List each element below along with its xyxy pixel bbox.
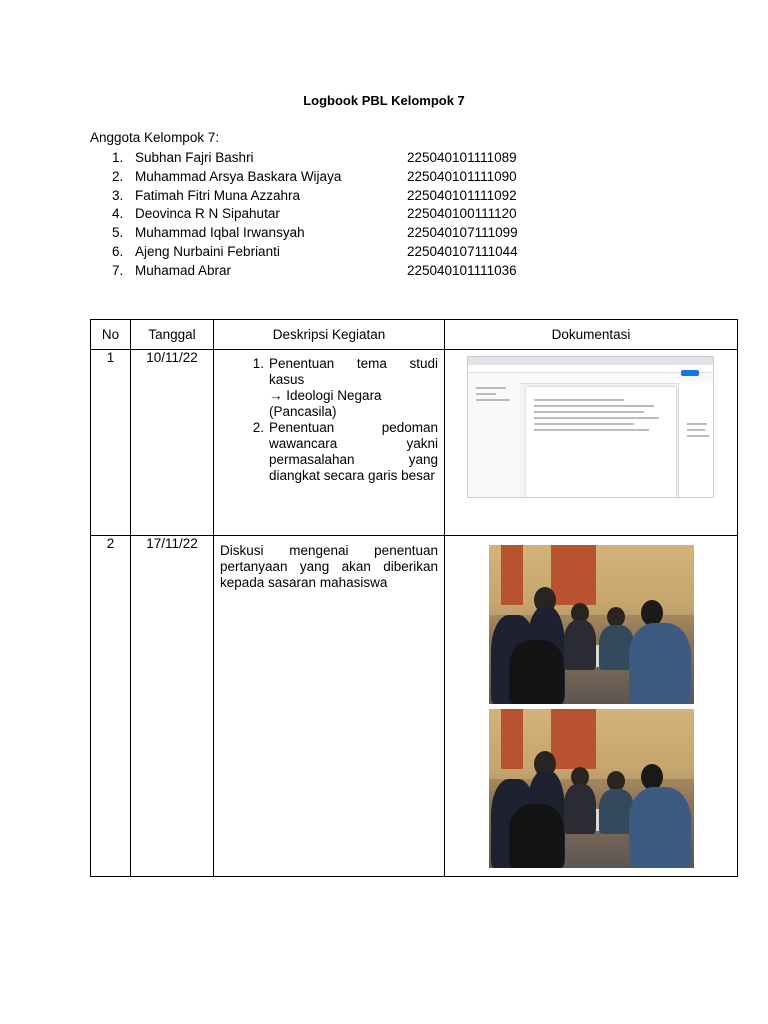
activity-number: 2. (252, 420, 264, 435)
member-nim: 225040101111089 (407, 150, 517, 165)
activity-line: kasus (269, 372, 305, 387)
header-documentation: Dokumentasi (445, 320, 738, 350)
activity-line: Penentuan tema studi (269, 356, 438, 371)
document-title: Logbook PBL Kelompok 7 (303, 93, 465, 108)
member-name: Ajeng Nurbaini Febrianti (135, 243, 280, 259)
row-description (214, 350, 445, 536)
member-item (0, 168, 560, 187)
member-number: 4. (112, 206, 124, 222)
member-nim: 225040101111090 (407, 168, 517, 184)
member-nim: 225040101111036 (407, 262, 517, 278)
activity-line: diangkat secara garis besar (269, 468, 435, 483)
member-name: Fatimah Fitri Muna Azzahra (135, 187, 301, 203)
member-item (0, 224, 560, 243)
row-documentation (445, 350, 738, 536)
activity-line: permasalahan yang (269, 452, 438, 467)
activity-number: 1. (252, 356, 264, 371)
row-number: 2 (91, 536, 131, 877)
member-name: Muhammad Arsya Baskara Wijaya (135, 168, 342, 184)
activity-line: Penentuan pedoman (269, 420, 438, 435)
member-nim: 225040107111044 (407, 243, 518, 259)
screenshot-image (467, 356, 714, 498)
member-nim: 225040101111092 (407, 187, 517, 203)
header-description: Deskripsi Kegiatan (214, 320, 445, 350)
table-header-row (91, 320, 738, 350)
activity-list (214, 356, 438, 484)
member-item (0, 149, 560, 168)
header-no: No (91, 320, 131, 350)
member-number: 6. (112, 243, 124, 259)
member-number: 7. (112, 262, 124, 278)
logbook-table (90, 319, 738, 877)
member-name: Deovinca R N Sipahutar (135, 206, 280, 222)
row-date: 10/11/22 (131, 350, 214, 536)
member-number: 3. (112, 187, 124, 203)
member-number: 2. (112, 168, 124, 184)
member-name: Muhammad Iqbal Irwansyah (135, 225, 305, 241)
description-line: pertanyaan yang akan diberikan (220, 559, 438, 574)
member-item (0, 243, 560, 262)
table-row (91, 536, 738, 877)
member-number: 5. (112, 225, 124, 241)
row-description (214, 536, 445, 877)
member-number: 1. (112, 150, 124, 165)
members-label: Anggota Kelompok 7: (90, 130, 220, 145)
member-item (0, 205, 560, 224)
activity-line: (Pancasila) (269, 404, 337, 419)
discussion-photo (489, 709, 694, 868)
header-date: Tanggal (131, 320, 214, 350)
member-name: Subhan Fajri Bashri (135, 150, 254, 165)
row-documentation (445, 536, 738, 877)
description-line: kepada sasaran mahasiswa (220, 575, 388, 590)
description-line: Diskusi mengenai penentuan (220, 543, 438, 558)
row-date: 17/11/22 (131, 536, 214, 877)
row-number: 1 (91, 350, 131, 536)
activity-item (214, 356, 438, 420)
activity-line: wawancara yakni (269, 436, 438, 451)
member-nim: 225040107111099 (407, 225, 518, 241)
member-name: Muhamad Abrar (135, 262, 232, 278)
member-item (0, 262, 560, 281)
discussion-photo (489, 545, 694, 704)
activity-line: → Ideologi Negara (269, 388, 382, 403)
activity-item (214, 420, 438, 484)
member-nim: 225040100111120 (407, 206, 517, 222)
member-item (0, 187, 560, 206)
member-list (0, 149, 560, 281)
table-row (91, 350, 738, 536)
